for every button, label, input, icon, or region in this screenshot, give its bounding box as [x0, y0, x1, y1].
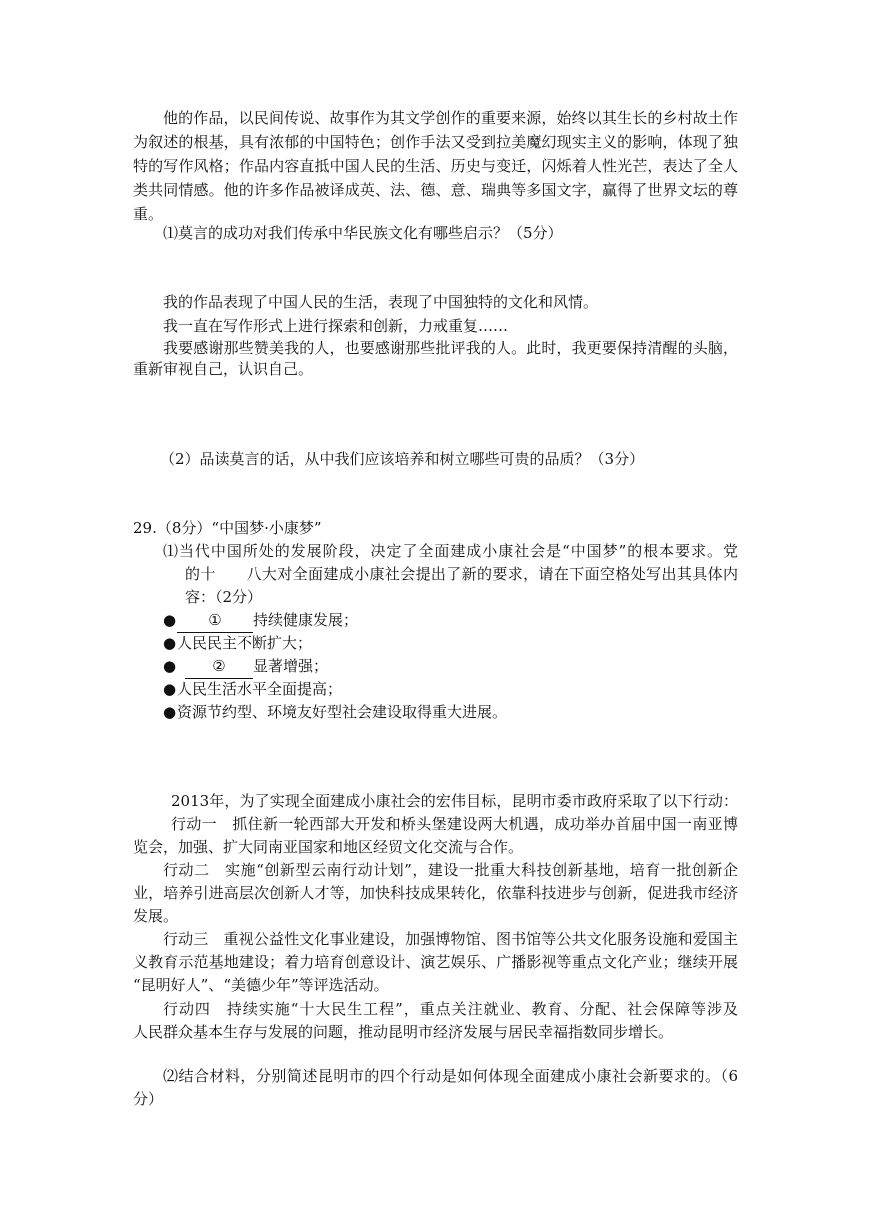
para1-line: 为叙述的根基，具有浓郁的中国特色；创作手法又受到拉美魔幻现实主义的影响，体现了独: [133, 133, 738, 151]
q29-sub1-line: 容：（2分）: [185, 588, 263, 606]
action-2-line: 行动二 实施“创新型云南行动计划”，建设一批重大科技创新基地，培育一批创新企: [163, 861, 738, 879]
q29-sub2-line: 分）: [133, 1090, 164, 1108]
list-item-text: 人民生活水平全面提高；: [177, 680, 343, 698]
bullet-icon: ●: [163, 680, 177, 698]
bullet-icon: ●: [163, 703, 177, 721]
answer-blank-1[interactable]: ①: [177, 608, 253, 633]
action-2-line: 业，培养引进高层次创新人才等，加快科技成果转化，依靠科技进步与创新，促进我市经济: [133, 884, 738, 902]
q29-sub1-line: 的十 八大对全面建成小康社会提出了新的要求，请在下面空格处写出其具体内: [185, 565, 738, 583]
para1-line: 重。: [133, 205, 164, 223]
list-item-text: 人民民主不断扩大；: [177, 634, 313, 652]
quote-line: 我的作品表现了中国人民的生活，表现了中国独特的文化和风情。: [163, 293, 599, 311]
question-1: ⑴莫言的成功对我们传承中华民族文化有哪些启示？（5分）: [163, 224, 563, 242]
quote-line: 我一直在写作形式上进行探索和创新，力戒重复……: [163, 317, 509, 335]
action-1-line: 行动一 抓住新一轮西部大开发和桥头堡建设两大机遇，成功举办首届中国一南亚博: [171, 815, 738, 833]
para1-line: 类共同情感。他的许多作品被译成英、法、德、意、瑞典等多国文字，赢得了世界文坛的尊: [133, 181, 738, 199]
list-item-text: 资源节约型、环境友好型社会建设取得重大进展。: [177, 703, 508, 721]
list-item: [163, 631, 312, 655]
action-4-line: 行动四 持续实施“十大民生工程”，重点关注就业、教育、分配、社会保障等涉及: [163, 1000, 738, 1018]
list-item: [163, 677, 342, 701]
q29-heading: 29.（8分）“中国梦·小康梦”: [133, 519, 322, 537]
quote-line: 重新审视自己，认识自己。: [133, 360, 314, 378]
bullet-icon: ●: [163, 657, 177, 675]
material-intro: 2013年，为了实现全面建成小康社会的宏伟目标，昆明市委市政府采取了以下行动：: [171, 792, 738, 810]
list-item: [163, 700, 507, 724]
quote-line: 我要感谢那些赞美我的人，也要感谢那些批评我的人。此时，我更要保持清醒的头脑，: [163, 339, 738, 357]
action-1-line: 览会，加强、扩大同南亚国家和地区经贸文化交流与合作。: [133, 838, 524, 856]
list-item-text: 持续健康发展；: [253, 611, 359, 629]
list-item: [163, 654, 328, 679]
list-item-text: 显著增强；: [253, 657, 329, 675]
q29-sub1-line: ⑴当代中国所处的发展阶段，决定了全面建成小康社会是“中国梦”的根本要求。党: [163, 542, 738, 560]
action-3-line: 义教育示范基地建设；着力培育创意设计、演艺娱乐、广播影视等重点文化产业；继续开展: [133, 953, 738, 971]
q29-sub2-line: ⑵结合材料，分别简述昆明市的四个行动是如何体现全面建成小康社会新要求的。（6: [163, 1067, 738, 1085]
list-item: [163, 608, 358, 633]
answer-blank-2[interactable]: ②: [185, 654, 253, 679]
bullet-icon: ●: [163, 611, 177, 629]
question-2: （2）品读莫言的话，从中我们应该培养和树立哪些可贵的品质？（3分）: [160, 450, 645, 468]
action-4-line: 人民群众基本生存与发展的问题，推动昆明市经济发展与居民幸福指数同步增长。: [133, 1023, 674, 1041]
action-3-line: 行动三 重视公益性文化事业建设，加强博物馆、图书馆等公共文化服务设施和爱国主: [163, 930, 738, 948]
action-2-line: 发展。: [133, 907, 179, 925]
para1-line: 他的作品，以民间传说、故事作为其文学创作的重要来源，始终以其生长的乡村故土作: [163, 109, 738, 127]
bullet-icon: ●: [163, 634, 177, 652]
action-3-line: “昆明好人”、“美德少年”等评选活动。: [133, 976, 389, 994]
para1-line: 特的写作风格；作品内容直抵中国人民的生活、历史与变迁，闪烁着人性光芒，表达了全人: [133, 157, 738, 175]
